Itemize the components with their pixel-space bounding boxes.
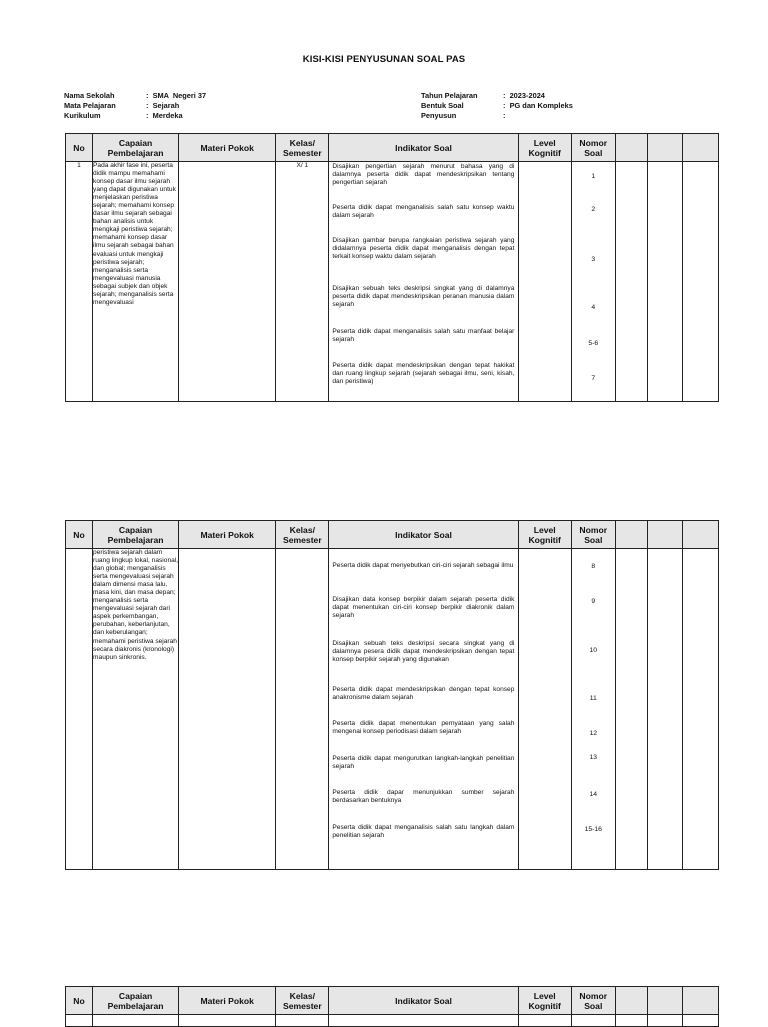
meta-label: Nama Sekolah (64, 91, 115, 100)
indicator-text: Disajikan sebuah teks deskripsi secara singkat yang di dalamnya pesera didik dapat mendeskripsikan dengan tepat konsep berpikir sejarah yang digunakan (332, 640, 515, 664)
indicator-text: Peserta didik dapat menganalisis salah satu langkah dalam penelitian sejarah (332, 824, 515, 840)
extra-cell (615, 162, 647, 402)
header-no: No (66, 521, 93, 549)
blueprint-table-2 (65, 520, 719, 870)
cell (329, 1015, 518, 1027)
meta-row-school (64, 91, 206, 101)
meta-label: Mata Pelajaran (64, 101, 116, 110)
level-cell (518, 549, 571, 870)
header-blank (615, 134, 647, 162)
cell (179, 1015, 276, 1027)
header-nomor: Nomor Soal (571, 987, 615, 1015)
header-blank (682, 521, 718, 549)
meta-label: Tahun Pelajaran (421, 91, 478, 100)
cell (615, 1015, 647, 1027)
header-materi: Materi Pokok (179, 987, 276, 1015)
header-kelas: Kelas/ Semester (276, 521, 329, 549)
header-nomor: Nomor Soal (571, 134, 615, 162)
cell (276, 1015, 329, 1027)
blueprint-table-1 (65, 133, 719, 402)
table-row (66, 1015, 719, 1027)
capaian-text: peristiwa sejarah dalam ruang lingkup lokal, nasional, dan global; menganalisis serta mengevaluasi sejarah dalam dimensi masa lalu, masa kini, dan masa depan; menganalisis serta mengevaluasi sejarah dari aspek perkembangan, perubahan, keberlanjutan, dan keberulangan; memahami peristiwa sejarah secara diakronis (kronologi) maupun sinkronis. (93, 549, 179, 661)
meta-row-author (421, 111, 573, 121)
capaian-cell (93, 549, 179, 870)
header-blank (682, 987, 718, 1015)
header-capaian: Capaian Pembelajaran (93, 987, 179, 1015)
header-kelas: Kelas/ Semester (276, 134, 329, 162)
header-no: No (66, 134, 93, 162)
question-number: 12 (589, 730, 598, 737)
indicator-text: Peserta didik dapat menentukan pernyataan yang salah mengenai konsep periodisasi dalam sejarah (332, 720, 515, 736)
indicator-text: Peserta didik dapar menunjukkan sumber sejarah berdasarkan bentuknya (332, 789, 515, 805)
table-header-row (66, 134, 719, 162)
meta-row-subject (64, 101, 206, 111)
level-cell (518, 162, 571, 402)
meta-value: : Sejarah (146, 101, 180, 110)
indikator-cell (329, 549, 518, 870)
page-title: KISI-KISI PENYUSUNAN SOAL PAS (302, 54, 466, 65)
header-level: Level Kognitif (518, 134, 571, 162)
extra-cell (647, 162, 682, 402)
header-blank (647, 134, 682, 162)
nomor-cell (571, 162, 615, 402)
meta-label: Bentuk Soal (421, 101, 464, 110)
indicator-text: Disajikan pengertian sejarah menurut bahasa yang di dalamnya peserta didik dapat mendeskripsikan tentang pengertian sejarah (332, 163, 515, 187)
question-number: 13 (589, 754, 598, 761)
extra-cell (647, 549, 682, 870)
header-indikator: Indikator Soal (329, 134, 518, 162)
table-row (66, 162, 719, 402)
table-header-row (66, 987, 719, 1015)
capaian-cell (93, 162, 179, 402)
indikator-cell (329, 162, 518, 402)
capaian-text: Pada akhir fase ini, peserta didik mampu memahami konsep dasar ilmu sejarah yang dapat digunakan untuk menjelaskan peristiwa sejarah; memahami konsep dasar ilmu sejarah sebagai bahan analisis untuk mengkaji peristiwa sejarah; memahami konsep dasar ilmu sejarah sebagai bahan evaluasi untuk mengkaji peristiwa sejarah; menganalisis serta mengevaluasi manusia sebagai subjek dan objek sejarah; menganalisis serta mengevaluasi (93, 162, 176, 306)
extra-cell (682, 162, 718, 402)
meta-value: : PG dan Kompleks (503, 101, 573, 110)
nomor-cell (571, 549, 615, 870)
header-materi: Materi Pokok (179, 521, 276, 549)
header-blank (615, 521, 647, 549)
meta-label: Kurikulum (64, 111, 101, 120)
school-info (64, 91, 206, 121)
extra-cell (682, 549, 718, 870)
cell (518, 1015, 571, 1027)
header-capaian: Capaian Pembelajaran (93, 134, 179, 162)
materi-cell (179, 549, 276, 870)
row-number: 1 (66, 162, 93, 402)
header-blank (647, 521, 682, 549)
kelas-cell: X/ 1 (276, 162, 329, 402)
question-number: 15-16 (584, 826, 602, 833)
cell (93, 1015, 179, 1027)
row-number (66, 549, 93, 870)
header-blank (647, 987, 682, 1015)
meta-label: Penyusun (421, 111, 457, 120)
question-number: 14 (589, 791, 598, 798)
indicator-text: Peserta didik dapat mengurutkan langkah-langkah penelitian sejarah (332, 755, 515, 771)
cell (571, 1015, 615, 1027)
header-indikator: Indikator Soal (329, 521, 518, 549)
meta-row-curriculum (64, 111, 206, 121)
meta-value: : SMA Negeri 37 (146, 91, 207, 100)
indicator-text: Peserta didik dapat menganalisis salah satu konsep waktu dalam sejarah (332, 204, 515, 220)
meta-row-form (421, 101, 573, 111)
header-indikator: Indikator Soal (329, 987, 518, 1015)
blueprint-table-3 (65, 986, 719, 1027)
question-number: 4 (591, 304, 596, 311)
question-number: 8 (591, 563, 596, 570)
table-header-row (66, 521, 719, 549)
meta-value: : 2023-2024 (503, 91, 545, 100)
question-number: 9 (591, 598, 596, 605)
cell (647, 1015, 682, 1027)
indicator-text: Disajikan data konsep berpikir dalam sejarah peserta didik dapat menentukan ciri-ciri konsep berpikir diakronik dalam sejarah (332, 596, 515, 620)
cell (66, 1015, 93, 1027)
header-materi: Materi Pokok (179, 134, 276, 162)
header-nomor: Nomor Soal (571, 521, 615, 549)
extra-cell (615, 549, 647, 870)
question-number: 3 (591, 256, 596, 263)
question-number: 1 (591, 173, 596, 180)
kelas-cell (276, 549, 329, 870)
meta-value: : (503, 111, 506, 120)
header-level: Level Kognitif (518, 521, 571, 549)
indicator-text: Peserta didik dapat menyebutkan ciri-ciri sejarah sebagai ilmu (332, 562, 514, 569)
meta-value: : Merdeka (146, 111, 183, 120)
indicator-text: Peserta didik dapat mendeskripsikan dengan tepat hakikat dan ruang lingkup sejarah (sejarah sebagai ilmu, seni, kisah, dan peristiwa) (332, 362, 515, 386)
header-kelas: Kelas/ Semester (276, 987, 329, 1015)
indicator-text: Disajikan gambar berupa rangkaian peristiwa sejarah yang didalamnya peserta didik dapat menganalisis dengan tepat terkait konsep waktu dalam sejarah (332, 237, 515, 261)
header-capaian: Capaian Pembelajaran (93, 521, 179, 549)
indicator-text: Peserta didik dapat mendeskripsikan dengan tepat konsep anakronisme dalam sejarah (332, 686, 515, 702)
table-row (66, 549, 719, 870)
indicator-text: Peserta didik dapat menganalisis salah satu manfaat belajar sejarah (332, 328, 515, 344)
meta-row-year (421, 91, 573, 101)
header-blank (682, 134, 718, 162)
header-level: Level Kognitif (518, 987, 571, 1015)
indicator-text: Disajikan sebuah teks deskripsi singkat yang di dalamnya peserta didik dapat mendeskripsikan peranan manusia dalam sejarah (332, 285, 515, 309)
question-number: 10 (589, 647, 598, 654)
question-number: 7 (591, 375, 596, 382)
question-number: 2 (591, 206, 596, 213)
header-no: No (66, 987, 93, 1015)
header-blank (615, 987, 647, 1015)
materi-cell (179, 162, 276, 402)
question-number: 11 (589, 695, 597, 702)
cell (682, 1015, 718, 1027)
question-number: 5-6 (588, 340, 599, 347)
exam-info (421, 91, 573, 121)
